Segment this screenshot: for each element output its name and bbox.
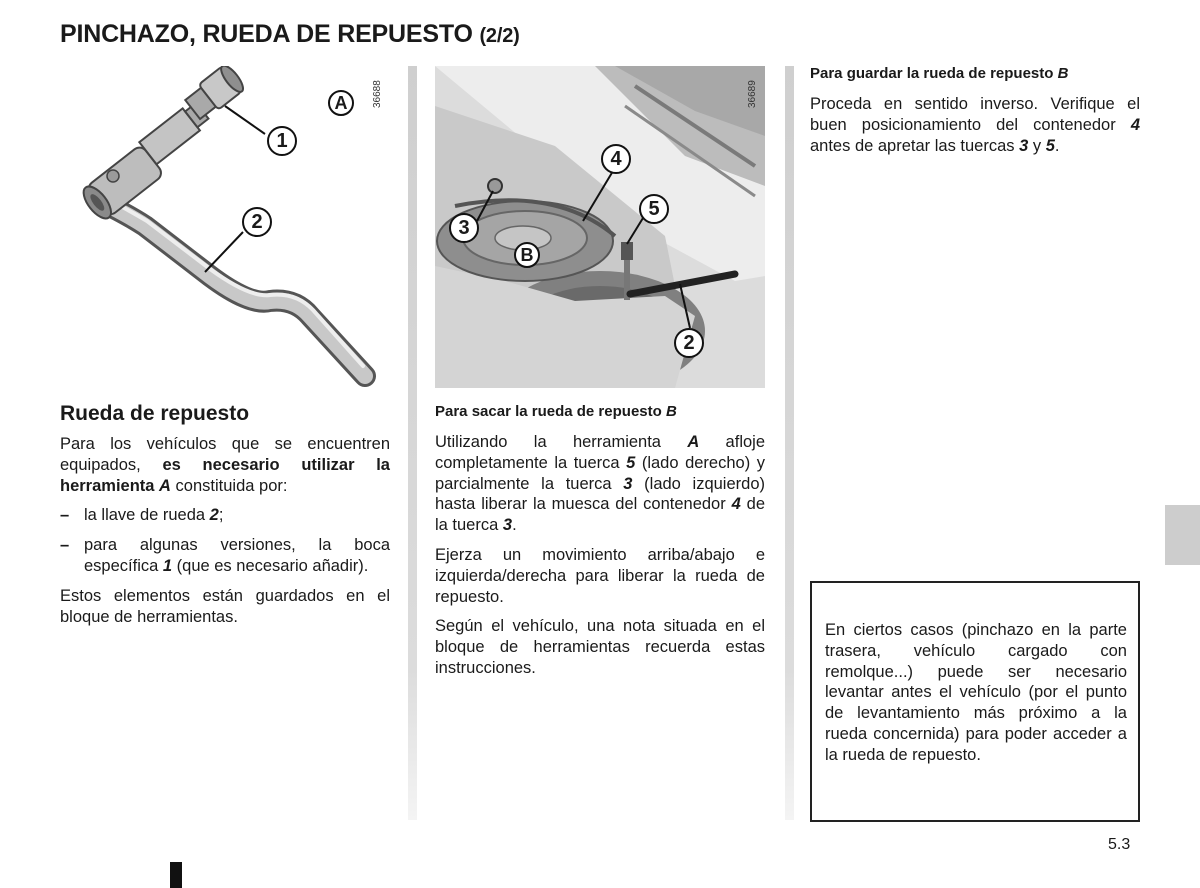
- underbody-drawing: [435, 66, 765, 388]
- callout-1: 1: [267, 126, 297, 156]
- p1-text: (lado izquierdo) hasta liberar la muesca del contenedor: [435, 474, 765, 514]
- title-main: PINCHAZO, RUEDA DE REPUESTO: [60, 20, 473, 48]
- list-item: [60, 535, 390, 577]
- wrench-illustration: [60, 66, 390, 396]
- p1-ref: 4: [731, 495, 741, 514]
- list-dash: –: [60, 506, 70, 525]
- remove-paragraph-2: Ejerza un movimiento arriba/abajo e izquierda/derecha para liberar la rueda de repuesto.: [435, 545, 765, 606]
- list-item-ref: 1: [162, 556, 173, 575]
- section-heading-remove-spare: [435, 403, 677, 420]
- note-box: [810, 581, 1140, 822]
- store-ref: 3: [1019, 136, 1029, 155]
- remove-heading-text: Para sacar la rueda de repuesto: [435, 403, 666, 420]
- p1-text: de la tuerca: [435, 495, 765, 535]
- column-2-text: [435, 432, 765, 688]
- figure-label-a: A: [328, 90, 354, 116]
- section-tab: [1165, 505, 1200, 565]
- list-item: [60, 505, 390, 526]
- store-text: y: [1028, 136, 1046, 155]
- title-part: (2/2): [479, 25, 520, 47]
- callout-4: 4: [601, 144, 631, 174]
- callout-2-b: 2: [674, 328, 704, 358]
- store-text: antes de apretar las tuercas: [810, 136, 1020, 155]
- spare-wheel-illustration: [435, 66, 765, 388]
- intro-paragraph: [60, 434, 390, 496]
- store-ref: 4: [1130, 115, 1140, 134]
- figure-code: 36688: [372, 80, 383, 108]
- callout-5: 5: [639, 194, 669, 224]
- section-heading-store-spare: [810, 65, 1068, 82]
- column-separator-right: [785, 66, 794, 820]
- column-1-text: [60, 434, 390, 636]
- list-item-text: para algunas versiones, la boca específica: [84, 536, 390, 575]
- store-ref: 5: [1045, 136, 1055, 155]
- remove-heading-ref: B: [665, 403, 677, 420]
- store-heading-ref: B: [1057, 65, 1069, 82]
- p1-ref: A: [687, 433, 700, 451]
- callout-2: 2: [242, 207, 272, 237]
- page-title: [60, 20, 520, 49]
- list-dash: –: [60, 536, 70, 555]
- list-item-end: (que es necesario añadir).: [172, 556, 369, 575]
- figure-code-b: 36689: [747, 80, 758, 108]
- p1-text: .: [512, 516, 517, 535]
- spare-wheel-label-b: B: [514, 242, 540, 268]
- section-heading-spare-wheel: Rueda de repuesto: [60, 402, 250, 425]
- p1-ref: 3: [623, 474, 633, 493]
- list-item-ref: 2: [209, 506, 219, 525]
- p1-text: afloje completamente la tuerca: [435, 433, 766, 472]
- p1-ref: 3: [502, 516, 513, 535]
- note-text: En ciertos casos (pinchazo en la parte trasera, vehículo cargado con remolque...) puede ser necesario levantar antes el vehículo (por el punto de levantamiento más próximo a la rueda concernida) para poder acceder a la rueda de repuesto.: [825, 621, 1127, 764]
- list-item-end: ;: [218, 506, 224, 525]
- store-text: Proceda en sentido inverso. Verifique el buen posicionamiento del contenedor: [810, 95, 1140, 134]
- p1-text: Utilizando la herramienta: [435, 433, 688, 451]
- closing-paragraph: Estos elementos están guardados en el bloque de herramientas.: [60, 586, 390, 626]
- intro-text-1: Para los vehículos que se encuentren equipados,: [60, 435, 390, 474]
- intro-bold-ref: A: [159, 476, 171, 495]
- p1-ref: 5: [626, 453, 636, 472]
- callout-3: 3: [449, 213, 479, 243]
- column-3-text: [810, 94, 1140, 165]
- crop-mark: [170, 862, 182, 888]
- remove-paragraph-1: [435, 432, 765, 536]
- list-item-text: la llave de rueda: [84, 506, 210, 525]
- store-heading-text: Para guardar la rueda de repuesto: [810, 65, 1058, 82]
- p1-text: (lado derecho) y parcialmente la tuerca: [435, 453, 765, 493]
- store-text: .: [1054, 136, 1060, 155]
- page-number: 5.3: [1108, 836, 1131, 853]
- remove-paragraph-3: Según el vehículo, una nota situada en el bloque de herramientas recuerda estas instrucciones.: [435, 617, 765, 677]
- intro-text-2: constituida por:: [170, 476, 288, 495]
- store-paragraph: [810, 94, 1140, 156]
- intro-bold: es necesario utilizar la herramienta: [60, 455, 390, 495]
- column-separator-left: [408, 66, 417, 820]
